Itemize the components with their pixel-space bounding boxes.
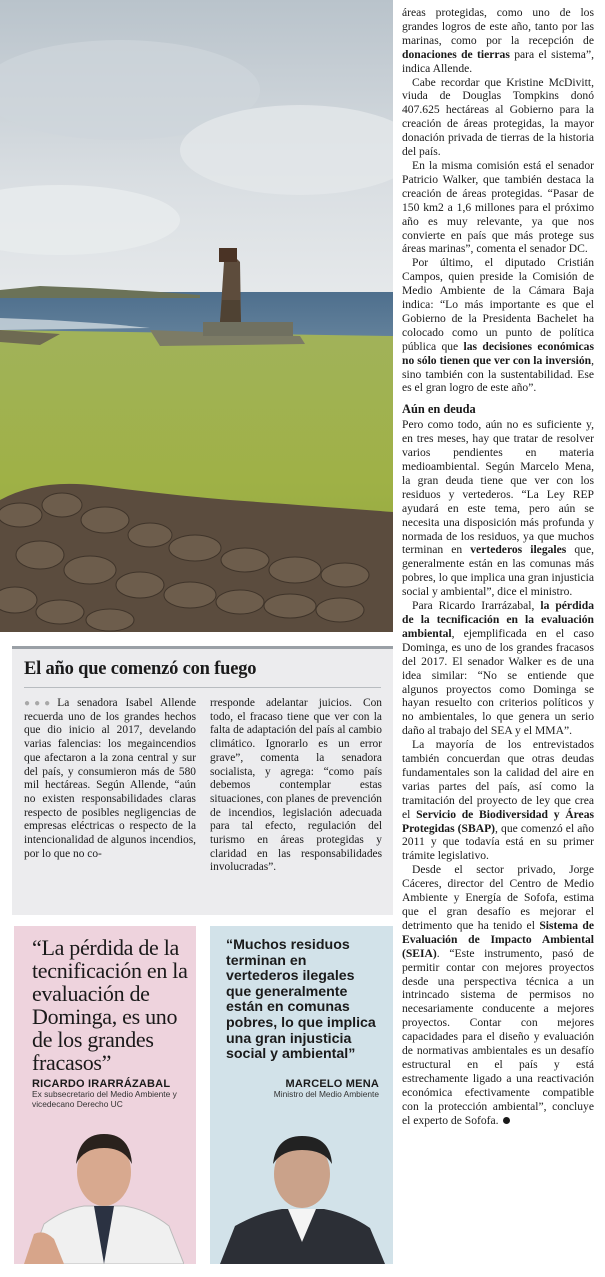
author-role: Ministro del Medio Ambiente [273, 1089, 379, 1099]
portrait-irarrazabal [24, 1114, 184, 1264]
end-mark-icon [503, 1117, 510, 1124]
pull-quote-text: “La pérdida de la tecnificación en la evaluación de Dominga, es uno de los grandes fracasos” [32, 935, 188, 1075]
paragraph: En la misma comisión está el senador Patricio Walker, que también destaca la creación de áreas protegidas. “Pasar de 150 km2 a 1,6 millones para el próximo año es muy relevante, ya que nos convierte en país que más protege sus áreas marinas”, comenta el senador DC. [402, 158, 594, 256]
portrait-mena [220, 1114, 385, 1264]
paragraph: Cabe recordar que Kristine McDivitt, viuda de Douglas Tompkins donó 407.625 hectáreas al Gobierno para la creación de áreas protegidas, la mayor donación privada de tierras de la historia del país. [402, 75, 594, 159]
quote-author [219, 1078, 379, 1100]
paragraph: Desde el sector privado, Jorge Cáceres, director del Centro de Medio Ambiente y Energía de Sofofa, estima que el gran desafío es mejorar el detrimento que ha tenido el Sistema de Evaluación de Impacto Ambiental (SEIA). “Este instrumento, pasó de permitir contar con mejores proyectos desde una perspectiva técnica a un intrincado sistema de permisos no necesariamente conducente a mejores proyectos. Contar con mejores capacidades para el diseño y evaluación de normativas ambientales es un desafío estructural en el país y está estrechamente ligado a una reactivación económica efectivamente compatible con la protección ambiental”, concluye el experto de Sofofa. [402, 863, 594, 1127]
paragraph: Por último, el diputado Cristián Campos, quien preside la Comisión de Medio Ambiente de la Cámara Baja indica: “Lo más importante es que el Gobierno de la Presidenta Bachelet ha colocado como un punto de política pública que las decisiones económicas no sólo tienen que ver con la inversión, sino también con la sustentabilidad. Ese es el gran logro de este año”. [402, 256, 594, 395]
sidebar-box [12, 646, 393, 915]
author-name: RICARDO IRARRÁZABAL [32, 1078, 171, 1090]
author-role: Ex subsecretario del Medio Ambiente y vicedecano Derecho UC [32, 1089, 177, 1109]
paragraph: Pero como todo, aún no es suficiente y, en tres meses, hay que tratar de resolver varios pendientes en materia medioambiental. Según Marcelo Mena, la gran deuda tiene que ver con los residuos y vertederos. “La Ley REP ayudará en este tema, pero aún se necesita una disposición más profunda y normada de los residuos, ya que muchos terminan en vertederos ilegales que, generalmente están en las comunas más pobres, lo que implica una gran injusticia social y ambiental”, dice el ministro. [402, 418, 594, 599]
article-photo [0, 0, 393, 632]
box-column-2: rresponde adelantar juicios. Con todo, el fracaso tiene que ver con la falta de adaptación del país al cambio climático. Ignorarlo es un error grave”, comenta la senadora socialista, y agrega: “como país debemos contemplar estas situaciones, con planes de prevención de incendios, legislación adecuada para tal efecto, regulación del turismo en áreas protegidas y claridad en las responsabilidades involucradas”. [210, 697, 382, 874]
box-title: El año que comenzó con fuego [24, 659, 257, 679]
pull-quote-text: “Muchos residuos terminan en vertederos ilegales que generalmente están en comunas pobres, lo que implica una gran injusticia social y ambiental” [226, 937, 376, 1063]
section-subheading: Aún en deuda [402, 402, 476, 417]
bullet-dots-icon: ●●● [24, 698, 55, 709]
box-divider [24, 687, 381, 688]
article-right-column [402, 6, 594, 1128]
moai-landscape-image [0, 0, 393, 632]
quote-card-mena [210, 926, 393, 1264]
paragraph: La mayoría de los entrevistados también concuerdan que otras deudas fundamentales son la calidad del aire en varias partes del país, así como la tramitación del proyecto de ley que crea el Servicio de Biodiversidad y Áreas Protegidas (SBAP), que comenzó el año 2011 y que todavía está en su primer trámite legislativo. [402, 738, 594, 863]
quote-author [32, 1078, 196, 1109]
paragraph: áreas protegidas, como uno de los grandes logros de este año, tanto por las marinas, como por la recepción de donaciones de tierras para el sistema”, indica Allende. [402, 6, 594, 75]
quote-card-irarrazabal [14, 926, 196, 1264]
paragraph: Para Ricardo Irarrázabal, la pérdida de la tecnificación en la evaluación ambiental, ejemplificada en el caso Dominga, es uno de los grandes fracasos del 2017. El senador Walker es de una idea similar: “No se entiende que algunos proyectos como Dominga se hayan resuelto con criterios políticos y no ambientales, lo que genera un serio daño al trabajo del SEA y el MMA”. [402, 599, 594, 738]
author-name: MARCELO MENA [285, 1078, 379, 1090]
box-column-1: ●●● La senadora Isabel Allende recuerda uno de los grandes hechos que dio inicio al 2017, develando varias falencias: los megaincendios que afectaron a la zona central y sur del país, y consumieron más de 580 mil hectáreas. Según Allende, “aún no existen responsabilidades claras respecto de posibles negligencias de empresas eléctricas o respecto de la intencionalidad de algunos incendios, por lo que no co- [24, 697, 196, 860]
